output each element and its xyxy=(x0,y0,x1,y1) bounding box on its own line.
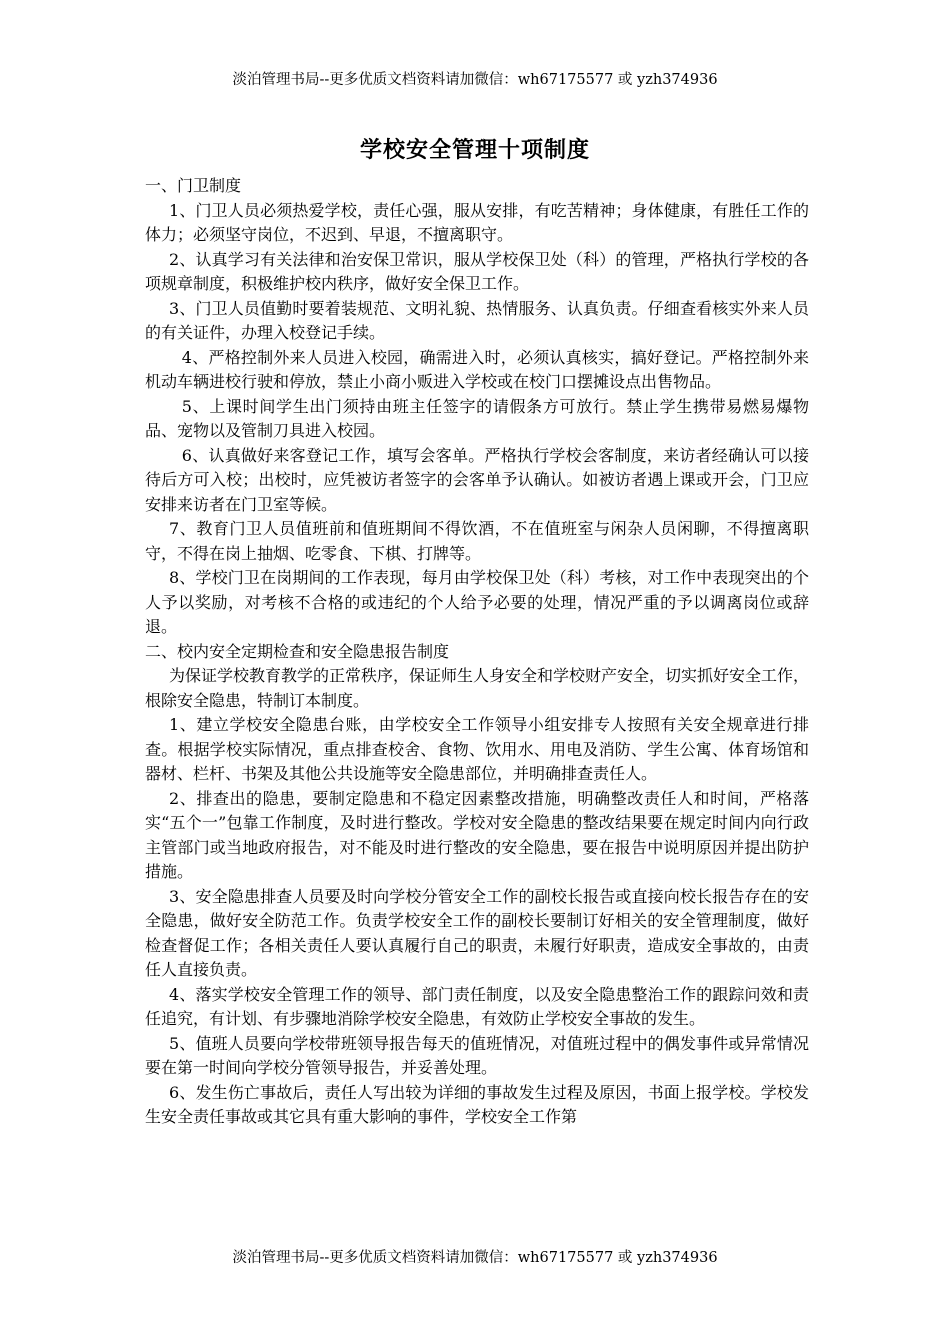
section-heading: 二、校内安全定期检查和安全隐患报告制度 xyxy=(145,641,450,661)
paragraph: 1、门卫人员必须热爱学校，责任心强，服从安排，有吃苦精神；身体健康，有胜任工作的体力；必须坚守岗位，不迟到、早退，不擅离职守。 xyxy=(145,200,809,244)
paragraph: 2、排查出的隐患，要制定隐患和不稳定因素整改措施，明确整改责任人和时间，严格落实“五个一”包靠工作制度，及时进行整改。学校对安全隐患的整改结果要在规定时间内向行政主管部门或当地政府报告，对不能及时进行整改的安全隐患，要在报告中说明原因并提出防护措施。 xyxy=(145,788,809,881)
page-header: 淡泊管理书局--更多优质文档资料请加微信：wh67175577 或 yzh374936 xyxy=(232,72,718,88)
document-title: 学校安全管理十项制度 xyxy=(359,137,590,163)
paragraph: 6、认真做好来客登记工作，填写会客单。严格执行学校会客制度，来访者经确认可以接待后方可入校；出校时，应凭被访者签字的会客单予认确认。如被访者遇上课或开会，门卫应安排来访者在门卫室等候。 xyxy=(145,445,809,514)
paragraph: 6、发生伤亡事故后，责任人写出较为详细的事故发生过程及原因，书面上报学校。学校发生安全责任事故或其它具有重大影响的事件，学校安全工作第 xyxy=(145,1082,809,1126)
paragraph: 1、建立学校安全隐患台账，由学校安全工作领导小组安排专人按照有关安全规章进行排查。根据学校实际情况，重点排查校舍、食物、饮用水、用电及消防、学生公寓、体育场馆和器材、栏杆、书架及其他公共设施等安全隐患部位，并明确排查责任人。 xyxy=(145,715,809,783)
paragraph: 4、严格控制外来人员进入校园，确需进入时，必须认真核实，搞好登记。严格控制外来机动车辆进校行驶和停放，禁止小商小贩进入学校或在校门口摆摊设点出售物品。 xyxy=(145,347,809,391)
paragraph: 5、上课时间学生出门须持由班主任签字的请假条方可放行。禁止学生携带易燃易爆物品、宠物以及管制刀具进入校园。 xyxy=(145,396,809,440)
paragraph: 8、学校门卫在岗期间的工作表现，每月由学校保卫处（科）考核，对工作中表现突出的个人予以奖励，对考核不合格的或违纪的个人给予必要的处理，情况严重的予以调离岗位或辞退。 xyxy=(145,568,809,636)
paragraph: 3、门卫人员值勤时要着装规范、文明礼貌、热情服务、认真负责。仔细查看核实外来人员的有关证件，办理入校登记手续。 xyxy=(145,298,809,342)
paragraph: 7、教育门卫人员值班前和值班期间不得饮酒，不在值班室与闲杂人员闲聊，不得擅离职守，不得在岗上抽烟、吃零食、下棋、打牌等。 xyxy=(145,519,809,563)
paragraph: 5、值班人员要向学校带班领导报告每天的值班情况，对值班过程中的偶发事件或异常情况要在第一时间向学校分管领导报告，并妥善处理。 xyxy=(145,1033,809,1077)
paragraph: 为保证学校教育教学的正常秩序，保证师生人身安全和学校财产安全，切实抓好安全工作，根除安全隐患，特制订本制度。 xyxy=(145,666,810,710)
section-heading: 一、门卫制度 xyxy=(145,176,242,195)
page-footer: 淡泊管理书局--更多优质文档资料请加微信：wh67175577 或 yzh374936 xyxy=(232,1250,718,1266)
paragraph: 3、安全隐患排查人员要及时向学校分管安全工作的副校长报告或直接向校长报告存在的安全隐患，做好安全防范工作。负责学校安全工作的副校长要制订好相关的安全管理制度，做好检查督促工作；各相关责任人要认真履行自己的职责，未履行好职责，造成安全事故的，由责任人直接负责。 xyxy=(145,886,809,979)
paragraph: 2、认真学习有关法律和治安保卫常识，服从学校保卫处（科）的管理，严格执行学校的各项规章制度，积极维护校内秩序，做好安全保卫工作。 xyxy=(145,249,809,293)
paragraph: 4、落实学校安全管理工作的领导、部门责任制度，以及安全隐患整治工作的跟踪问效和责任追究，有计划、有步骤地消除学校安全隐患，有效防止学校安全事故的发生。 xyxy=(145,984,809,1028)
document-body xyxy=(145,174,809,1130)
